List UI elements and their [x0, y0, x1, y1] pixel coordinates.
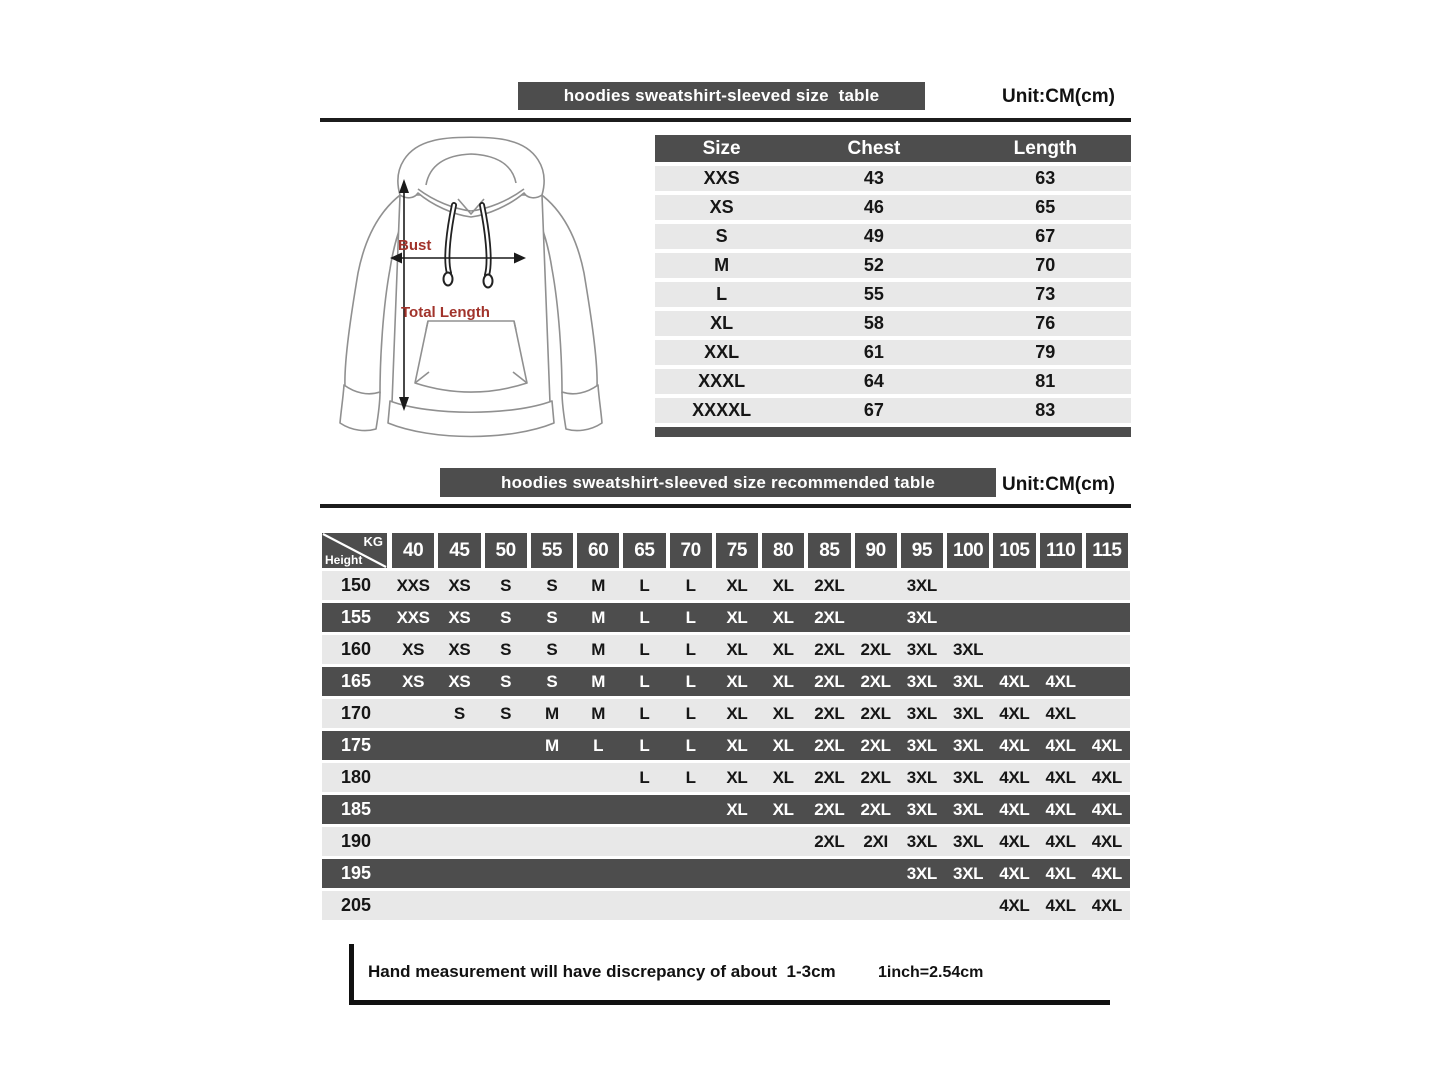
weight-column-header-cell	[945, 533, 991, 568]
matrix-size-cell: 3XL	[952, 672, 984, 691]
size-table-cell-length: 65	[1035, 197, 1056, 217]
size-column-header: Size	[702, 138, 741, 159]
matrix-size-cell: 3XL	[906, 576, 938, 595]
matrix-size-cell: XXS	[396, 608, 430, 627]
matrix-size-cell	[390, 795, 436, 824]
matrix-size-cell: L	[685, 768, 696, 787]
height-row-label: 190	[340, 831, 372, 851]
size-table-body	[655, 166, 1131, 423]
matrix-size-cell: XS	[448, 672, 471, 691]
matrix-size-cell: 4XL	[1045, 736, 1076, 755]
matrix-size-cell: M	[544, 704, 559, 723]
size-table-cell-chest: 52	[863, 255, 884, 275]
matrix-size-cell	[1084, 635, 1130, 664]
matrix-size-cell: 4XL	[1045, 832, 1076, 851]
matrix-size-cell: 3XL	[952, 800, 984, 819]
height-row-label: 185	[340, 799, 372, 819]
matrix-size-cell	[483, 859, 529, 888]
matrix-size-cell: 4XL	[999, 672, 1030, 691]
matrix-size-cell: M	[591, 704, 606, 723]
matrix-row-height-150	[322, 571, 1130, 600]
matrix-size-cell	[483, 795, 529, 824]
matrix-size-cell: L	[639, 704, 650, 723]
matrix-size-cell: 2XL	[814, 800, 845, 819]
size-table-cell-length: 70	[1035, 255, 1056, 275]
recommended-size-matrix	[322, 533, 1130, 923]
matrix-size-cell	[806, 891, 852, 920]
matrix-size-cell: 4XL	[1045, 672, 1076, 691]
matrix-size-cell: XL	[772, 672, 794, 691]
matrix-size-cell	[1038, 635, 1084, 664]
size-table-cell-size: XXXL	[698, 371, 746, 391]
matrix-size-cell: 4XL	[999, 896, 1030, 915]
size-table-cell-length: 83	[1035, 400, 1056, 420]
matrix-size-cell	[991, 603, 1037, 632]
matrix-size-cell: 3XL	[906, 832, 938, 851]
size-table-cell-length: 73	[1035, 284, 1056, 304]
measurement-discrepancy-note: Hand measurement will have discrepancy of about 1-3cm	[368, 962, 836, 981]
matrix-size-cell: XL	[772, 736, 794, 755]
matrix-size-cell	[436, 859, 482, 888]
matrix-size-cell: XL	[772, 768, 794, 787]
matrix-size-cell	[390, 763, 436, 792]
matrix-row-height-155	[322, 603, 1130, 632]
size-table-row	[655, 253, 1131, 278]
matrix-size-cell	[714, 859, 760, 888]
matrix-size-cell: XL	[772, 608, 794, 627]
matrix-size-cell	[1038, 571, 1084, 600]
footer-vertical-bar	[349, 944, 354, 1005]
matrix-size-cell: XL	[726, 736, 748, 755]
matrix-size-cell: XS	[402, 672, 425, 691]
size-table-row	[655, 195, 1131, 220]
matrix-size-cell: 4XL	[1091, 832, 1123, 851]
matrix-size-cell: 3XL	[906, 736, 938, 755]
matrix-size-cell	[575, 891, 621, 920]
weight-column-header: 100	[947, 533, 989, 568]
matrix-size-cell: L	[685, 704, 696, 723]
matrix-size-cell: 4XL	[999, 768, 1030, 787]
matrix-size-cell: M	[591, 640, 606, 659]
matrix-size-cell	[529, 795, 575, 824]
matrix-size-cell: 3XL	[952, 864, 984, 883]
size-table	[655, 135, 1131, 437]
matrix-size-cell	[483, 763, 529, 792]
matrix-size-cell: M	[544, 736, 559, 755]
matrix-size-cell: 2XL	[814, 736, 845, 755]
matrix-size-cell: L	[639, 672, 650, 691]
matrix-size-cell: M	[591, 672, 606, 691]
weight-column-header-cell	[390, 533, 436, 568]
size-table-cell-length: 76	[1035, 313, 1056, 333]
height-row-label: 165	[340, 671, 372, 691]
height-row-label: 180	[340, 767, 372, 787]
matrix-size-cell	[899, 891, 945, 920]
recommended-table-unit-label: Unit:CM(cm)	[1002, 474, 1115, 495]
matrix-size-cell: 4XL	[1091, 800, 1123, 819]
matrix-size-cell: 4XL	[999, 864, 1030, 883]
matrix-size-cell: 3XL	[952, 704, 984, 723]
height-row-label: 160	[340, 639, 372, 659]
size-table-cell-chest: 46	[863, 197, 884, 217]
weight-column-header-cell	[853, 533, 899, 568]
matrix-size-cell	[621, 891, 667, 920]
matrix-size-cell: L	[639, 608, 650, 627]
matrix-row-height-165	[322, 667, 1130, 696]
matrix-size-cell: 3XL	[906, 640, 938, 659]
height-row-label: 150	[340, 575, 372, 595]
size-table-cell-length: 63	[1035, 168, 1056, 188]
matrix-size-cell: 2XL	[814, 608, 845, 627]
weight-column-header: 65	[623, 533, 665, 568]
matrix-size-cell: M	[591, 608, 606, 627]
matrix-size-cell: 2XL	[814, 672, 845, 691]
matrix-size-cell: 3XL	[952, 768, 984, 787]
weight-column-header: 60	[577, 533, 619, 568]
matrix-size-cell: 3XL	[906, 608, 938, 627]
matrix-size-cell: 2XI	[863, 832, 888, 851]
size-table-row	[655, 282, 1131, 307]
weight-column-header: 90	[855, 533, 897, 568]
matrix-size-cell	[390, 859, 436, 888]
matrix-row-height-205	[322, 891, 1130, 920]
corner-height-label: Height	[325, 553, 363, 567]
matrix-size-cell	[575, 859, 621, 888]
size-table-title-bar: hoodies sweatshirt-sleeved size table	[518, 82, 925, 110]
matrix-size-cell: S	[500, 608, 512, 627]
matrix-size-cell: L	[639, 736, 650, 755]
matrix-size-cell: S	[546, 640, 558, 659]
weight-column-header-cell	[436, 533, 482, 568]
matrix-size-cell: 3XL	[952, 832, 984, 851]
weight-column-header-cell	[483, 533, 529, 568]
matrix-size-cell	[575, 763, 621, 792]
height-row-label: 175	[340, 735, 372, 755]
matrix-size-cell	[668, 891, 714, 920]
matrix-size-cell: L	[685, 608, 696, 627]
matrix-size-cell	[575, 795, 621, 824]
matrix-size-cell: XS	[448, 608, 471, 627]
matrix-size-cell: S	[546, 672, 558, 691]
size-table-bottom-bar	[655, 427, 1131, 437]
matrix-size-cell	[714, 827, 760, 856]
matrix-size-cell: L	[593, 736, 604, 755]
matrix-size-cell: 3XL	[906, 768, 938, 787]
size-table-unit-label: Unit:CM(cm)	[1002, 86, 1115, 107]
matrix-size-cell	[529, 859, 575, 888]
matrix-size-cell	[436, 763, 482, 792]
weight-column-header-cell	[714, 533, 760, 568]
matrix-size-cell: XL	[726, 640, 748, 659]
matrix-size-cell	[436, 795, 482, 824]
weight-column-header-cell	[1084, 533, 1130, 568]
matrix-size-cell	[390, 699, 436, 728]
size-table-cell-length: 81	[1035, 371, 1056, 391]
bust-label: Bust	[398, 237, 432, 254]
matrix-size-cell: XL	[772, 800, 794, 819]
matrix-size-cell: 2XL	[860, 736, 891, 755]
matrix-size-cell: S	[500, 672, 512, 691]
inch-conversion-note: 1inch=2.54cm	[878, 964, 984, 981]
matrix-size-cell	[621, 827, 667, 856]
matrix-size-cell	[1084, 699, 1130, 728]
matrix-size-cell: XXS	[396, 576, 430, 595]
size-table-row	[655, 369, 1131, 394]
weight-column-header-cell	[1038, 533, 1084, 568]
matrix-size-cell	[483, 731, 529, 760]
size-table-cell-size: XXS	[703, 168, 740, 188]
weight-column-header: 70	[670, 533, 712, 568]
size-table-cell-chest: 49	[863, 226, 884, 246]
matrix-size-cell: XL	[772, 640, 794, 659]
matrix-size-cell: XL	[726, 672, 748, 691]
matrix-size-cell: 2XL	[860, 704, 891, 723]
matrix-size-cell	[483, 891, 529, 920]
footer-horizontal-line	[349, 1000, 1110, 1005]
matrix-size-cell: 2XL	[814, 832, 845, 851]
matrix-size-cell: 4XL	[999, 736, 1030, 755]
matrix-size-cell	[390, 731, 436, 760]
matrix-size-cell: XL	[726, 768, 748, 787]
matrix-size-cell	[853, 891, 899, 920]
matrix-size-cell: L	[639, 768, 650, 787]
matrix-size-cell: 4XL	[1091, 864, 1123, 883]
matrix-size-cell	[529, 891, 575, 920]
matrix-size-cell: L	[639, 640, 650, 659]
matrix-size-cell	[621, 859, 667, 888]
weight-column-header: 85	[808, 533, 850, 568]
size-table-cell-chest: 67	[863, 400, 884, 420]
size-table-cell-size: XL	[710, 313, 734, 333]
matrix-size-cell: 4XL	[1045, 800, 1076, 819]
matrix-size-cell: 4XL	[999, 704, 1030, 723]
matrix-size-cell: 4XL	[1091, 896, 1123, 915]
matrix-size-cell: 4XL	[1045, 864, 1076, 883]
matrix-row-height-190	[322, 827, 1130, 856]
matrix-size-cell: 4XL	[1091, 736, 1123, 755]
matrix-size-cell: XS	[402, 640, 425, 659]
chest-column-header: Chest	[847, 138, 901, 159]
matrix-size-cell	[945, 571, 991, 600]
matrix-size-cell	[436, 827, 482, 856]
matrix-size-cell: 3XL	[906, 704, 938, 723]
height-row-label: 205	[340, 895, 372, 915]
corner-kg-label: KG	[363, 534, 383, 549]
size-table-cell-size: S	[715, 226, 728, 246]
size-table-cell-chest: 64	[863, 371, 884, 391]
matrix-size-cell	[760, 859, 806, 888]
matrix-size-cell	[945, 891, 991, 920]
middle-divider-line	[320, 504, 1131, 508]
size-table-row	[655, 166, 1131, 191]
matrix-size-cell	[760, 827, 806, 856]
matrix-size-cell	[853, 859, 899, 888]
matrix-header-row	[322, 533, 1130, 568]
matrix-size-cell: S	[453, 704, 465, 723]
size-table-cell-length: 67	[1035, 226, 1056, 246]
matrix-size-cell	[436, 731, 482, 760]
hoodie-outline	[340, 137, 602, 436]
matrix-row-height-185	[322, 795, 1130, 824]
matrix-row-height-170	[322, 699, 1130, 728]
matrix-size-cell	[806, 859, 852, 888]
size-table-row	[655, 340, 1131, 365]
weight-column-header: 115	[1086, 533, 1128, 568]
size-table-cell-chest: 58	[863, 313, 884, 333]
matrix-size-cell: 4XL	[1045, 704, 1076, 723]
weight-column-header: 75	[716, 533, 758, 568]
matrix-size-cell	[390, 827, 436, 856]
matrix-size-cell: 2XL	[860, 800, 891, 819]
matrix-size-cell	[1084, 603, 1130, 632]
weight-column-header-cell	[529, 533, 575, 568]
size-table-cell-size: XS	[709, 197, 734, 217]
height-row-label: 170	[340, 703, 372, 723]
recommended-table-title-bar: hoodies sweatshirt-sleeved size recommended table	[440, 468, 996, 497]
matrix-row-height-175	[322, 731, 1130, 760]
matrix-body	[322, 571, 1130, 920]
matrix-size-cell	[760, 891, 806, 920]
size-table-row	[655, 224, 1131, 249]
size-table-cell-length: 79	[1035, 342, 1056, 362]
size-table-cell-size: M	[714, 255, 730, 275]
matrix-size-cell: L	[685, 736, 696, 755]
matrix-size-cell: 4XL	[1091, 768, 1123, 787]
matrix-size-cell: 4XL	[999, 800, 1030, 819]
matrix-size-cell	[853, 571, 899, 600]
matrix-size-cell: 3XL	[906, 800, 938, 819]
matrix-size-cell: L	[639, 576, 650, 595]
matrix-size-cell	[991, 571, 1037, 600]
matrix-size-cell: 2XL	[814, 768, 845, 787]
matrix-size-cell: S	[500, 576, 512, 595]
matrix-size-cell: 3XL	[952, 736, 984, 755]
size-table-cell-size: XXL	[704, 342, 740, 362]
weight-column-header: 80	[762, 533, 804, 568]
matrix-size-cell: XL	[772, 704, 794, 723]
matrix-corner-cell	[322, 533, 387, 568]
hoodie-measurement-diagram	[330, 131, 612, 455]
size-table-row	[655, 311, 1131, 336]
matrix-size-cell: XL	[726, 704, 748, 723]
height-row-label: 155	[340, 607, 372, 627]
matrix-size-cell: XL	[726, 800, 748, 819]
length-column-header: Length	[1013, 138, 1077, 159]
weight-column-header: 110	[1040, 533, 1082, 568]
weight-column-header-cell	[621, 533, 667, 568]
matrix-size-cell	[668, 827, 714, 856]
matrix-size-cell	[529, 827, 575, 856]
matrix-size-cell: 2XL	[814, 576, 845, 595]
matrix-size-cell: M	[591, 576, 606, 595]
matrix-size-cell	[436, 891, 482, 920]
matrix-size-cell	[853, 603, 899, 632]
matrix-size-cell: S	[500, 704, 512, 723]
matrix-size-cell	[668, 795, 714, 824]
matrix-size-cell: 4XL	[1045, 768, 1076, 787]
size-table-cell-chest: 55	[863, 284, 884, 304]
weight-column-header: 55	[531, 533, 573, 568]
matrix-size-cell: 3XL	[906, 672, 938, 691]
weight-column-header: 95	[901, 533, 943, 568]
size-table-cell-size: L	[716, 284, 728, 304]
size-table-cell-chest: 43	[863, 168, 884, 188]
matrix-size-cell	[1038, 603, 1084, 632]
matrix-size-cell: 4XL	[999, 832, 1030, 851]
weight-column-header: 50	[485, 533, 527, 568]
weight-column-header-cell	[575, 533, 621, 568]
weight-column-header-cell	[899, 533, 945, 568]
size-table-header-row	[655, 135, 1131, 162]
matrix-size-cell: 2XL	[860, 672, 891, 691]
matrix-size-cell: XL	[726, 576, 748, 595]
matrix-size-cell	[390, 891, 436, 920]
matrix-size-cell: XL	[772, 576, 794, 595]
matrix-size-cell: 2XL	[814, 704, 845, 723]
top-divider-line	[320, 118, 1131, 122]
height-row-label: 195	[340, 863, 372, 883]
matrix-size-cell: XS	[448, 640, 471, 659]
matrix-row-height-180	[322, 763, 1130, 792]
matrix-size-cell: XL	[726, 608, 748, 627]
size-table-cell-chest: 61	[863, 342, 884, 362]
matrix-size-cell: 3XL	[952, 640, 984, 659]
matrix-size-cell: L	[685, 576, 696, 595]
matrix-size-cell: S	[546, 576, 558, 595]
matrix-size-cell	[991, 635, 1037, 664]
matrix-size-cell	[1084, 571, 1130, 600]
matrix-size-cell	[575, 827, 621, 856]
matrix-size-cell: 2XL	[860, 640, 891, 659]
matrix-size-cell	[668, 859, 714, 888]
matrix-row-height-160	[322, 635, 1130, 664]
size-table-row	[655, 398, 1131, 423]
matrix-size-cell	[945, 603, 991, 632]
weight-column-header-cell	[668, 533, 714, 568]
weight-column-header: 40	[392, 533, 434, 568]
matrix-size-cell: L	[685, 672, 696, 691]
weight-column-header: 105	[993, 533, 1035, 568]
weight-column-header-cell	[760, 533, 806, 568]
matrix-size-cell: S	[546, 608, 558, 627]
matrix-size-cell	[714, 891, 760, 920]
matrix-size-cell: 2XL	[860, 768, 891, 787]
matrix-size-cell: S	[500, 640, 512, 659]
matrix-size-cell	[1084, 667, 1130, 696]
matrix-row-height-195	[322, 859, 1130, 888]
total-length-label: Total Length	[401, 304, 490, 321]
matrix-size-cell	[483, 827, 529, 856]
weight-column-header-cell	[991, 533, 1037, 568]
matrix-size-cell: 4XL	[1045, 896, 1076, 915]
weight-column-header-cell	[806, 533, 852, 568]
weight-column-header: 45	[438, 533, 480, 568]
matrix-size-cell: 3XL	[906, 864, 938, 883]
matrix-size-cell: 2XL	[814, 640, 845, 659]
size-table-cell-size: XXXXL	[692, 400, 752, 420]
matrix-size-cell	[621, 795, 667, 824]
matrix-size-cell: L	[685, 640, 696, 659]
matrix-size-cell: XS	[448, 576, 471, 595]
matrix-size-cell	[529, 763, 575, 792]
